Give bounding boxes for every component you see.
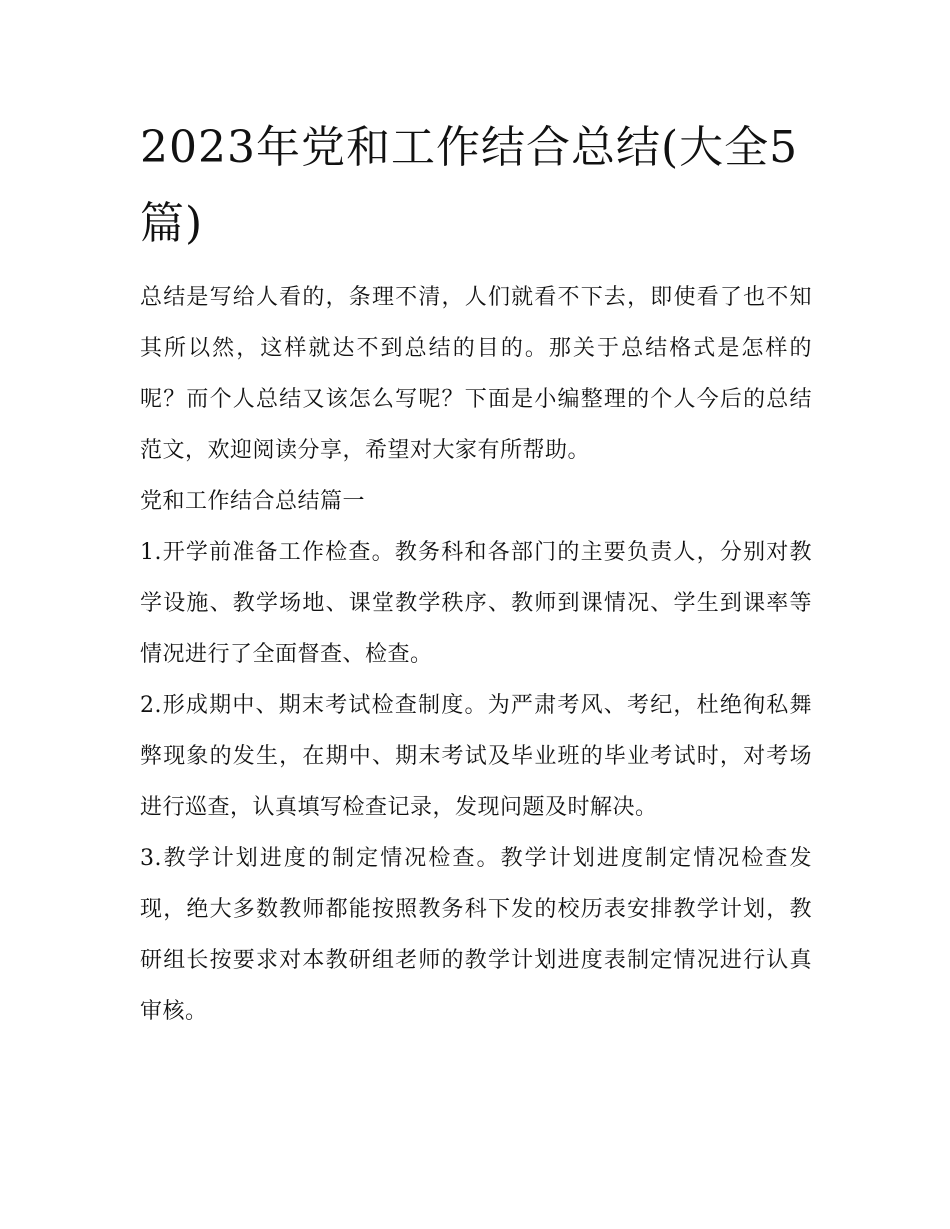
body-paragraph-1: 1.开学前准备工作检查。教务科和各部门的主要负责人，分别对教学设施、教学场地、课堂教学秩序、教师到课情况、学生到课率等情况进行了全面督查、检查。	[140, 540, 812, 667]
body-paragraph-2: 2.形成期中、期末考试检查制度。为严肃考风、考纪，杜绝徇私舞弊现象的发生，在期中、期末考试及毕业班的毕业考试时，对考场进行巡查，认真填写检查记录，发现问题及时解决。	[140, 693, 812, 820]
section-heading: 党和工作结合总结篇一	[140, 489, 366, 514]
document-title: 2023年党和工作结合总结(大全5篇)	[140, 122, 799, 249]
intro-paragraph: 总结是写给人看的，条理不清，人们就看不下去，即使看了也不知其所以然，这样就达不到总结的目的。那关于总结格式是怎样的呢？而个人总结又该怎么写呢？下面是小编整理的个人今后的总结范文，欢迎阅读分享，希望对大家有所帮助。	[140, 285, 812, 463]
document-page	[140, 110, 812, 1037]
body-paragraph-3: 3.教学计划进度的制定情况检查。教学计划进度制定情况检查发现，绝大多数教师都能按照教务科下发的校历表安排教学计划，教研组长按要求对本教研组老师的教学计划进度表制定情况进行认真审核。	[140, 846, 812, 1024]
